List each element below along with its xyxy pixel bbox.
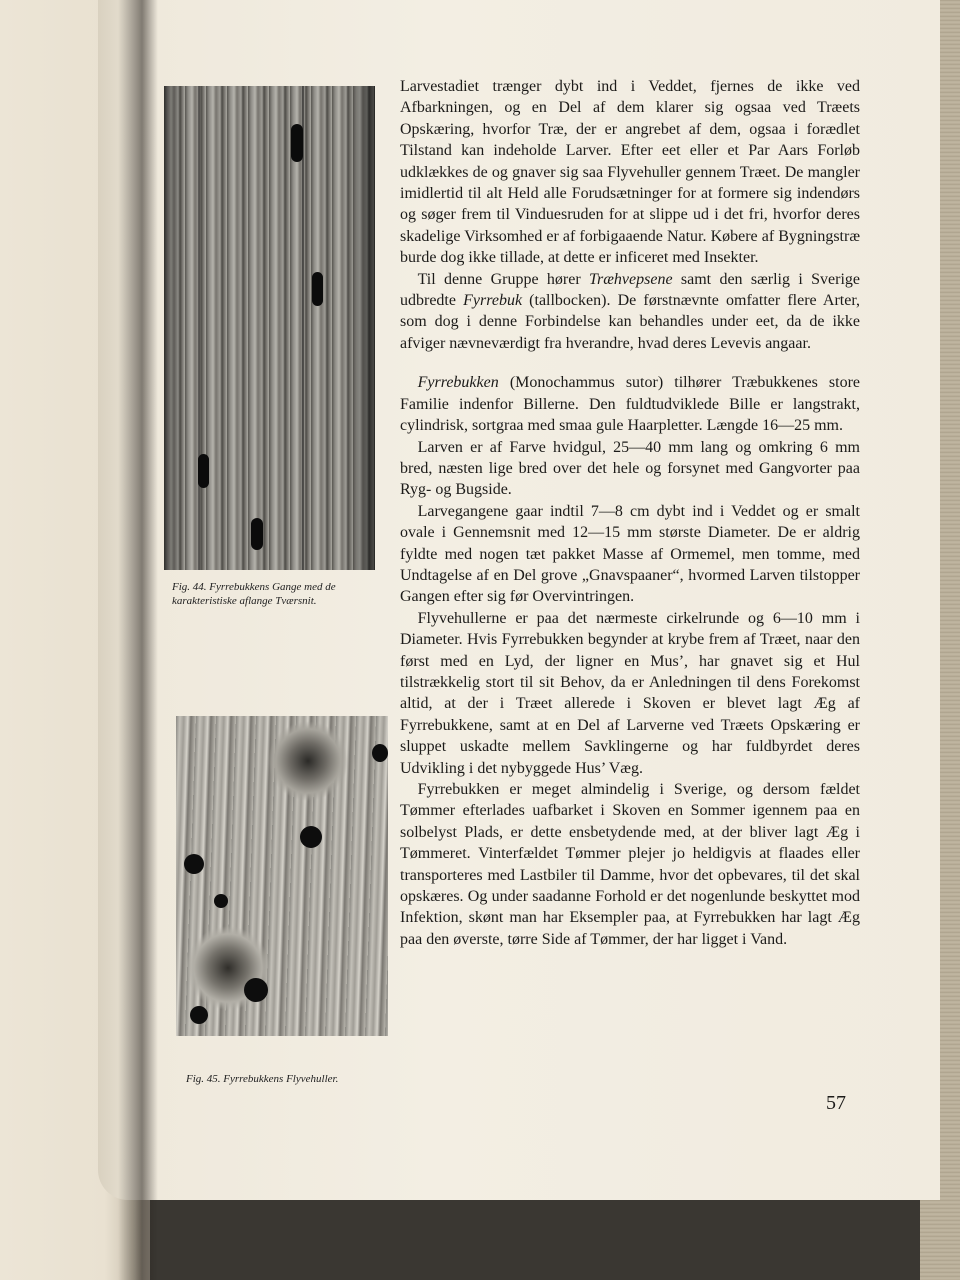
- flight-hole: [190, 1006, 208, 1024]
- larva-gallery-hole: [251, 518, 263, 550]
- figure-44-caption: Fig. 44. Fyrrebukkens Gange med de karakteristiske aflange Tværsnit.: [172, 581, 336, 607]
- body-text: [400, 76, 860, 950]
- paragraph: Fyrrebukken er meget almindelig i Sverige, og dersom fældet Tømmer efterlades uafbarket i Skoven en Sommer igennem paa en solbelyst Plads, er dette ensbetydende med, at der bliver lagt Æg i Tømmeret. Vinterfældet Tømmer plejer jo heldigvis at flaades eller transporteres med Lastbiler til Damme, hvor det opbevares, til det skal opskæres. Og under saadanne Forhold er det nogenlunde beskyttet mod Infektion, skønt man har Eksempler paa, at Fyrrebukken har lagt Æg paa den øverste, tørre Side af Tømmer, der har ligget i Vand.: [400, 781, 860, 948]
- figure-45-photo: [176, 716, 388, 1036]
- page-number: 57: [826, 1092, 846, 1114]
- flight-hole: [244, 978, 268, 1002]
- flight-hole: [300, 826, 322, 848]
- paragraph: Flyvehullerne er paa det nærmeste cirkelrunde og 6—10 mm i Diameter. Hvis Fyrrebukken begynder at krybe frem af Træet, naar den først med en Lyd, der ligner en Mus’, har gnavet sig et Hul tilstrækkelig stort til sit Behov, da er Anledningen til dens Forekomst altid, at der i Træet allerede i Skoven er blevet lagt Æg af Fyrrebukkene, samt at en Del af Larverne ved Træets Opskæring er sluppet uskadte mellem Savklingerne og har fuldbyrdet deres Udvikling i det nybyggede Hus’ Væg.: [400, 609, 860, 777]
- term-fyrrebuk: Fyrrebuk: [463, 292, 523, 310]
- larva-gallery-hole: [198, 454, 209, 488]
- larva-gallery-hole: [291, 124, 303, 162]
- larva-gallery-hole: [312, 272, 323, 306]
- term-traehvepsene: Træhvepsene: [589, 270, 673, 288]
- wood-crack: [198, 86, 200, 570]
- figure-45-caption: Fig. 45. Fyrrebukkens Flyvehuller.: [186, 1073, 339, 1085]
- paragraph: Larven er af Farve hvidgul, 25—40 mm lang og omkring 6 mm bred, næsten lige bred over det hele og forsynet med Gangvorter paa Ryg- og Bugside.: [400, 438, 860, 499]
- flight-hole: [372, 744, 388, 762]
- flight-hole: [214, 894, 228, 908]
- term-fyrrebukken: Fyrrebukken: [417, 374, 499, 392]
- flight-hole: [184, 854, 204, 874]
- figure-44-photo: [164, 86, 375, 570]
- paragraph: Fyrrebukken (Monochammus sutor) tilhører Træbukkenes store Familie indenfor Billerne. Den fuldtudviklede Bille er langstrakt, cylindrisk, sortgraa med smaa gule Haarpletter. Længde 16—25 mm.: [400, 374, 860, 435]
- paragraph: Larvegangene gaar indtil 7—8 cm dybt ind i Veddet og er smalt ovale i Gennemsnit med 12—15 mm største Diameter. De er aldrig fyldte med nogen tæt pakket Masse af Ormemel, men tomme, med Undtagelse af en Del grove „Gnavspaaner“, hvormed Larven tilstopper Gangen efter sig før Overvintringen.: [400, 502, 860, 606]
- paragraph: Til denne Gruppe hører Træhvepsene samt den særlig i Sverige udbredte Fyrrebuk (tallbocken). De førstnævnte omfatter flere Arter, som dog i denne Forbindelse kan behandles under eet, da de ikke afviger nævneværdigt fra hverandre, hvad deres Levevis angaar.: [400, 270, 861, 352]
- paragraph: Larvestadiet trænger dybt ind i Veddet, fjernes de ikke ved Afbarkningen, og en Del af dem klarer sig ogsaa ved Træets Opskæring, hvorfor Træ, der er angrebet af dem, ogsaa i forædlet Tilstand kan indeholde Larver. Efter eet eller et Par Aars Forløb udklækkes de og gnaver sig saa Flyvehuller gennem Træet. De mangler imidlertid til alt Held alle Forudsætninger for at formere sig indendørs og søger frem til Vinduesruden for at slippe ud i det fri, hvorfor deres skadelige Virksomhed er af forbigaaende Natur. Købere af Bygningstræ burde dog ikke tillade, at dette er inficeret med Insekter.: [400, 78, 860, 267]
- spine-shadow: [118, 0, 158, 1280]
